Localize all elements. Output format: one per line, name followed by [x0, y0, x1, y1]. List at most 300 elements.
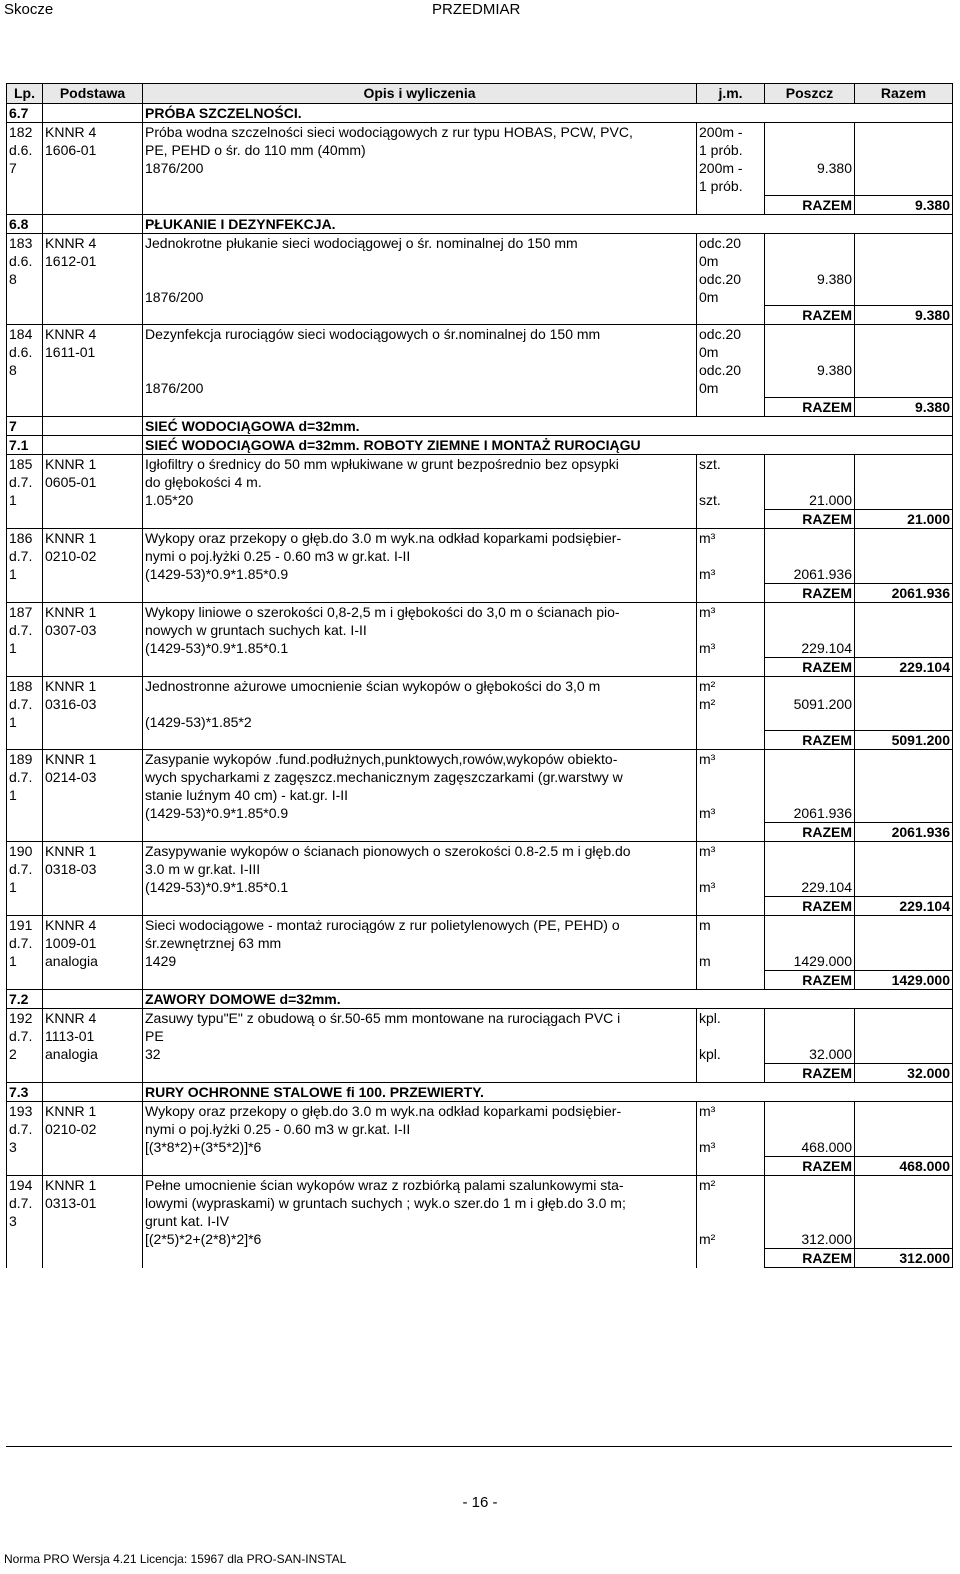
total-spacer — [697, 509, 765, 528]
section-title: SIEĆ WODOCIĄGOWA d=32mm. ROBOTY ZIEMNE I MONTAŻ RUROCIĄGU — [143, 435, 953, 454]
total-label: RAZEM — [765, 971, 855, 990]
section-title: PŁUKANIE I DEZYNFEKCJA. — [143, 214, 953, 233]
item-description-line: Pełne umocnienie ścian wykopów wraz z rozbiórką palami szalunkowymi sta- — [145, 1177, 624, 1193]
section-row — [7, 416, 953, 435]
item-number — [7, 676, 43, 750]
item-number-line: d.7. — [9, 1121, 33, 1137]
total-spacer — [697, 1064, 765, 1083]
item-number-line: 1 — [9, 953, 17, 969]
item-basis-line: KNNR 4 — [45, 326, 97, 342]
total-label: RAZEM — [765, 1157, 855, 1176]
calc-row — [7, 1045, 953, 1064]
item-basis-line: 0313-01 — [45, 1195, 97, 1211]
item-description — [143, 1176, 697, 1231]
total-spacer — [697, 306, 765, 325]
item-description-line: PE — [145, 1028, 164, 1044]
calc-razem-empty — [855, 639, 953, 658]
calc-razem-empty — [855, 1230, 953, 1249]
item-unit-line: kpl. — [699, 1010, 721, 1026]
section-basis-empty — [43, 104, 143, 123]
item-basis-line: KNNR 4 — [45, 1010, 97, 1026]
item-basis — [43, 528, 143, 602]
calc-unit-line: odc.20 — [699, 362, 742, 378]
item-razem-empty — [855, 916, 953, 953]
section-title: SIEĆ WODOCIĄGOWA d=32mm. — [143, 416, 953, 435]
calc-unit-line: m² — [699, 1231, 716, 1247]
section-number: 7.2 — [7, 990, 43, 1009]
calc-unit — [697, 361, 765, 397]
total-spacer — [143, 731, 697, 750]
total-label: RAZEM — [765, 583, 855, 602]
item-number-line: 188 — [9, 677, 33, 694]
item-description-line: Sieci wodociągowe - montaż rurociągów z rur polietylenowych (PE, PEHD) o — [145, 917, 620, 933]
item-description — [143, 325, 697, 362]
item-basis — [43, 454, 143, 528]
item-razem-empty — [855, 602, 953, 639]
total-spacer — [697, 657, 765, 676]
item-basis-line: KNNR 1 — [45, 1177, 97, 1193]
item-description-line: 3.0 m w gr.kat. I-III — [145, 861, 261, 877]
item-number-line: d.7. — [9, 1195, 33, 1211]
item-basis — [43, 676, 143, 750]
total-value: 312.000 — [855, 1249, 953, 1268]
item-unit-line: m — [699, 917, 711, 933]
item-description-line: grunt kat. I-IV — [145, 1213, 230, 1229]
calc-razem-empty — [855, 1045, 953, 1064]
item-calculation: (1429-53)*0.9*1.85*0.9 — [143, 565, 697, 584]
calc-unit-line: szt. — [699, 491, 721, 508]
item-description-line: Zasuwy typu"E" z obudową o śr.50-65 mm montowane na rurociągach PVC i — [145, 1010, 621, 1026]
item-description-line: Jednokrotne płukanie sieci wodociągowej o śr. nominalnej do 150 mm — [145, 234, 578, 251]
item-basis-line: KNNR 1 — [45, 1103, 97, 1119]
col-opis: Opis i wyliczenia — [143, 84, 697, 104]
total-row — [7, 731, 953, 750]
item-number-line: d.6. — [9, 344, 33, 360]
total-spacer — [143, 1157, 697, 1176]
section-title: RURY OCHRONNE STALOWE fi 100. PRZEWIERTY. — [143, 1083, 953, 1102]
item-poszcz-empty — [765, 1009, 855, 1046]
item-poszcz-value: 9.380 — [765, 361, 855, 397]
table-row — [7, 842, 953, 879]
item-description-line: Zasypywanie wykopów o ścianach pionowych o szerokości 0.8-2.5 m i głęb.do — [145, 843, 631, 859]
item-unit-line: m³ — [699, 603, 716, 620]
item-unit-line: szt. — [699, 455, 721, 472]
total-value: 2061.936 — [855, 583, 953, 602]
total-label: RAZEM — [765, 306, 855, 325]
section-number: 7 — [7, 416, 43, 435]
total-label: RAZEM — [765, 657, 855, 676]
header-title: PRZEDMIAR — [432, 1, 521, 18]
item-poszcz-value: 229.104 — [765, 639, 855, 658]
item-calculation: 1429 — [143, 952, 697, 971]
item-razem-empty — [855, 842, 953, 879]
item-description-line: Zasypanie wykopów .fund.podłużnych,punktowych,rowów,wykopów obiekto- — [145, 751, 618, 767]
total-spacer — [697, 583, 765, 602]
section-row — [7, 1083, 953, 1102]
total-spacer — [143, 823, 697, 842]
item-unit-line: m² — [699, 1177, 716, 1193]
total-row — [7, 1249, 953, 1268]
section-row — [7, 104, 953, 123]
table-row — [7, 454, 953, 491]
total-spacer — [697, 731, 765, 750]
section-row — [7, 990, 953, 1009]
item-basis-line: 0307-03 — [45, 621, 97, 638]
section-title: ZAWORY DOMOWE d=32mm. — [143, 990, 953, 1009]
total-value: 2061.936 — [855, 823, 953, 842]
total-label: RAZEM — [765, 509, 855, 528]
item-poszcz-value: 9.380 — [765, 159, 855, 195]
item-calculation: (1429-53)*0.9*1.85*0.1 — [143, 878, 697, 897]
total-spacer — [697, 1157, 765, 1176]
calc-unit-line: 0m — [699, 380, 719, 396]
item-poszcz-empty — [765, 233, 855, 270]
item-basis-line: 1611-01 — [45, 344, 96, 360]
calc-unit-line: m — [699, 953, 711, 969]
calc-unit — [697, 695, 765, 731]
item-calculation: (1429-53)*1.85*2 — [143, 695, 697, 731]
total-label: RAZEM — [765, 1249, 855, 1268]
item-unit — [697, 842, 765, 879]
item-number-line: d.7. — [9, 473, 33, 490]
calc-row — [7, 361, 953, 397]
calc-unit-line: 200m - — [699, 160, 743, 176]
item-basis-line: 1009-01 — [45, 935, 97, 951]
item-basis — [43, 123, 143, 215]
item-number-line: d.7. — [9, 621, 33, 638]
total-label: RAZEM — [765, 1064, 855, 1083]
total-row — [7, 1157, 953, 1176]
calc-razem-empty — [855, 270, 953, 306]
table-row — [7, 1009, 953, 1046]
item-poszcz-empty — [765, 750, 855, 805]
table-header-row — [7, 84, 953, 104]
item-calculation: (1429-53)*0.9*1.85*0.1 — [143, 639, 697, 658]
total-spacer — [143, 195, 697, 214]
item-number-line: d.7. — [9, 695, 33, 712]
item-razem-empty — [855, 123, 953, 160]
total-row — [7, 306, 953, 325]
item-poszcz-empty — [765, 916, 855, 953]
calc-unit — [697, 804, 765, 823]
item-calculation: 1876/200 — [143, 159, 697, 195]
item-number-line: 3 — [9, 1139, 17, 1155]
item-unit — [697, 676, 765, 695]
item-number-line: d.6. — [9, 252, 33, 269]
item-number — [7, 325, 43, 417]
calc-unit-line: 0m — [699, 288, 719, 305]
calc-razem-empty — [855, 952, 953, 971]
item-number-line: d.6. — [9, 142, 33, 158]
table-row — [7, 750, 953, 805]
total-value: 9.380 — [855, 306, 953, 325]
item-poszcz-empty — [765, 676, 855, 695]
item-description — [143, 233, 697, 270]
col-poszcz: Poszcz — [765, 84, 855, 104]
section-basis-empty — [43, 990, 143, 1009]
item-description-line: Igłofiltry o średnicy do 50 mm wpłukiwane w grunt bezpośrednio bez opsypki — [145, 455, 619, 472]
calc-row — [7, 1138, 953, 1157]
item-unit-line: 0m — [699, 252, 719, 269]
calc-unit — [697, 1138, 765, 1157]
calc-unit — [697, 159, 765, 195]
footer-license: Norma PRO Wersja 4.21 Licencja: 15967 dla PRO-SAN-INSTAL — [4, 1552, 347, 1566]
section-number: 7.3 — [7, 1083, 43, 1102]
total-value: 9.380 — [855, 195, 953, 214]
calc-row — [7, 1230, 953, 1249]
item-basis-line: 0318-03 — [45, 861, 97, 877]
item-description-line: Dezynfekcja rurociągów sieci wodociągowych o śr.nominalnej do 150 mm — [145, 326, 601, 342]
calc-razem-empty — [855, 878, 953, 897]
item-number-line: 1 — [9, 639, 17, 656]
item-number-line: 1 — [9, 565, 17, 582]
table-row — [7, 676, 953, 695]
item-description-line: Wykopy oraz przekopy o głęb.do 3.0 m wyk.na odkład koparkami podsiębier- — [145, 1103, 622, 1119]
calc-unit — [697, 1230, 765, 1249]
calc-razem-empty — [855, 565, 953, 584]
item-basis-line: 0316-03 — [45, 695, 97, 712]
calc-razem-empty — [855, 491, 953, 510]
item-poszcz-empty — [765, 842, 855, 879]
item-unit — [697, 325, 765, 362]
item-poszcz-value: 32.000 — [765, 1045, 855, 1064]
item-basis — [43, 602, 143, 676]
calc-row — [7, 695, 953, 731]
item-number — [7, 233, 43, 325]
item-calculation: [(2*5)*2+(2*8)*2]*6 — [143, 1230, 697, 1249]
item-description — [143, 123, 697, 160]
item-basis-line: 0605-01 — [45, 473, 97, 490]
total-row — [7, 823, 953, 842]
item-calculation: [(3*8*2)+(3*5*2)]*6 — [143, 1138, 697, 1157]
item-basis-line: 0214-03 — [45, 769, 97, 785]
item-razem-empty — [855, 325, 953, 362]
item-basis-line: KNNR 4 — [45, 234, 97, 251]
item-number-line: d.7. — [9, 1028, 33, 1044]
item-poszcz-value: 9.380 — [765, 270, 855, 306]
total-spacer — [143, 306, 697, 325]
section-number: 7.1 — [7, 435, 43, 454]
item-poszcz-empty — [765, 454, 855, 491]
total-spacer — [143, 397, 697, 416]
item-poszcz-empty — [765, 602, 855, 639]
estimate-table — [6, 83, 953, 1268]
total-spacer — [143, 1249, 697, 1268]
section-number: 6.7 — [7, 104, 43, 123]
item-calculation: (1429-53)*0.9*1.85*0.9 — [143, 804, 697, 823]
item-basis-line: 1606-01 — [45, 142, 97, 158]
item-number — [7, 916, 43, 990]
item-number — [7, 1009, 43, 1083]
item-calculation: 1.05*20 — [143, 491, 697, 510]
item-basis-line: KNNR 1 — [45, 529, 97, 546]
calc-unit — [697, 1045, 765, 1064]
total-spacer — [697, 195, 765, 214]
item-basis — [43, 1009, 143, 1083]
item-basis-line: KNNR 1 — [45, 843, 97, 859]
calc-razem-empty — [855, 1138, 953, 1157]
item-unit-line: m³ — [699, 1103, 716, 1119]
item-basis — [43, 1102, 143, 1176]
item-description — [143, 842, 697, 879]
total-row — [7, 397, 953, 416]
section-basis-empty — [43, 435, 143, 454]
calc-row — [7, 565, 953, 584]
item-number — [7, 123, 43, 215]
calc-row — [7, 639, 953, 658]
item-number-line: 186 — [9, 529, 33, 546]
item-basis-line: KNNR 1 — [45, 603, 97, 620]
item-basis-line: 1113-01 — [45, 1028, 95, 1044]
item-description-line: lowymi (wypraskami) w gruntach suchych ; wyk.o szer.do 1 m i głęb.do 3.0 m; — [145, 1195, 626, 1211]
col-jm: j.m. — [697, 84, 765, 104]
total-spacer — [697, 397, 765, 416]
item-description — [143, 528, 697, 565]
item-unit-line: m² — [699, 677, 716, 694]
calc-unit — [697, 878, 765, 897]
item-description-line: Jednostronne ażurowe umocnienie ścian wykopów o głębokości do 3,0 m — [145, 677, 601, 694]
item-description-line: nymi o poj.łyżki 0.25 - 0.60 m3 w gr.kat. I-II — [145, 1121, 411, 1137]
calc-unit — [697, 952, 765, 971]
total-label: RAZEM — [765, 195, 855, 214]
item-unit — [697, 1176, 765, 1231]
item-number — [7, 842, 43, 916]
item-number-line: d.7. — [9, 935, 33, 951]
calc-row — [7, 491, 953, 510]
total-value: 229.104 — [855, 657, 953, 676]
item-number-line: 3 — [9, 1213, 17, 1229]
total-label: RAZEM — [765, 731, 855, 750]
calc-row — [7, 952, 953, 971]
total-row — [7, 1064, 953, 1083]
item-unit-line: 200m - — [699, 124, 743, 140]
item-calculation: 1876/200 — [143, 270, 697, 306]
table-bottom-border — [6, 1446, 952, 1447]
total-spacer — [697, 823, 765, 842]
item-description-line: Wykopy liniowe o szerokości 0,8-2,5 m i głębokości do 3,0 m o ścianach pio- — [145, 603, 620, 620]
item-unit — [697, 528, 765, 565]
item-description — [143, 750, 697, 805]
total-spacer — [143, 657, 697, 676]
calc-razem-empty — [855, 159, 953, 195]
calc-row — [7, 878, 953, 897]
total-label: RAZEM — [765, 823, 855, 842]
item-description-line: śr.zewnętrznej 63 mm — [145, 935, 282, 951]
item-unit — [697, 750, 765, 805]
total-value: 468.000 — [855, 1157, 953, 1176]
calc-unit-line: m³ — [699, 1139, 716, 1155]
item-unit — [697, 233, 765, 270]
calc-unit — [697, 565, 765, 584]
item-poszcz-value: 2061.936 — [765, 804, 855, 823]
item-basis — [43, 842, 143, 916]
item-number-line: 184 — [9, 326, 33, 342]
item-poszcz-value: 229.104 — [765, 878, 855, 897]
item-unit-line: odc.20 — [699, 326, 742, 342]
item-description-line: PE, PEHD o śr. do 110 mm (40mm) — [145, 142, 366, 158]
item-number-line: 187 — [9, 603, 33, 620]
item-poszcz-empty — [765, 528, 855, 565]
table-row — [7, 123, 953, 160]
total-spacer — [697, 897, 765, 916]
item-basis — [43, 916, 143, 990]
table-row — [7, 602, 953, 639]
item-poszcz-empty — [765, 123, 855, 160]
calc-unit-line: m³ — [699, 805, 716, 821]
item-unit-line: m³ — [699, 751, 716, 767]
calc-unit-line: m² — [699, 695, 716, 712]
item-number — [7, 602, 43, 676]
item-basis-line: KNNR 4 — [45, 124, 97, 140]
item-description-line: nymi o poj.łyżki 0.25 - 0.60 m3 w gr.kat. I-II — [145, 547, 411, 564]
item-calculation: 1876/200 — [143, 361, 697, 397]
total-spacer — [143, 971, 697, 990]
item-calculation: 32 — [143, 1045, 697, 1064]
item-basis — [43, 750, 143, 842]
calc-unit-line: odc.20 — [699, 270, 742, 287]
item-description — [143, 1102, 697, 1139]
item-number-line: 193 — [9, 1103, 33, 1119]
total-label: RAZEM — [765, 897, 855, 916]
item-razem-empty — [855, 528, 953, 565]
calc-razem-empty — [855, 804, 953, 823]
total-label: RAZEM — [765, 397, 855, 416]
item-razem-empty — [855, 1009, 953, 1046]
item-number-line: 192 — [9, 1010, 33, 1026]
item-unit-line: m³ — [699, 529, 716, 546]
calc-unit-line: 1 prób. — [699, 178, 743, 194]
item-description — [143, 1009, 697, 1046]
total-row — [7, 509, 953, 528]
total-value: 229.104 — [855, 897, 953, 916]
item-unit — [697, 602, 765, 639]
total-value: 32.000 — [855, 1064, 953, 1083]
calc-razem-empty — [855, 695, 953, 731]
item-razem-empty — [855, 1176, 953, 1231]
item-poszcz-value: 1429.000 — [765, 952, 855, 971]
item-basis-line: 0210-02 — [45, 547, 97, 564]
item-basis — [43, 325, 143, 417]
item-number — [7, 1176, 43, 1268]
total-spacer — [143, 509, 697, 528]
item-number-line: 1 — [9, 713, 17, 730]
item-razem-empty — [855, 454, 953, 491]
total-value: 5091.200 — [855, 731, 953, 750]
item-description — [143, 454, 697, 491]
item-number-line: d.7. — [9, 547, 33, 564]
item-unit — [697, 916, 765, 953]
calc-unit — [697, 491, 765, 510]
item-unit — [697, 1102, 765, 1139]
table-row — [7, 1176, 953, 1231]
item-number-line: 1 — [9, 491, 17, 508]
calc-row — [7, 804, 953, 823]
calc-razem-empty — [855, 361, 953, 397]
item-number-line: 7 — [9, 160, 17, 176]
calc-unit-line: m³ — [699, 565, 716, 582]
item-number-line: 182 — [9, 124, 33, 140]
item-poszcz-value: 2061.936 — [765, 565, 855, 584]
calc-unit — [697, 270, 765, 306]
table-row — [7, 1102, 953, 1139]
item-basis-line: KNNR 1 — [45, 677, 97, 694]
item-number — [7, 528, 43, 602]
total-row — [7, 657, 953, 676]
calc-unit — [697, 639, 765, 658]
item-description-line: wych spycharkami z zagęszcz.mechanicznym zagęszczarkami (gr.warstwy w — [145, 769, 623, 785]
item-number-line: d.7. — [9, 861, 33, 877]
item-razem-empty — [855, 233, 953, 270]
